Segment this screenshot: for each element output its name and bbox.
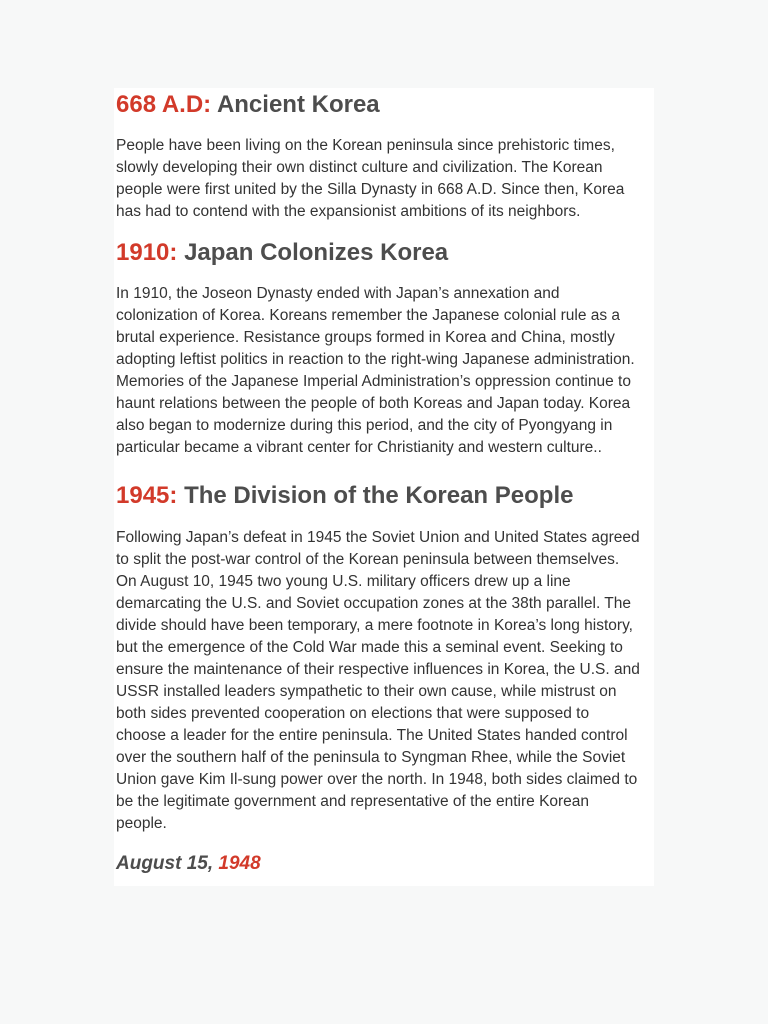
section-paragraph (116, 283, 654, 459)
paragraph-line: but the emergence of the Cold War made this a seminal event. Seeking to (116, 639, 623, 656)
section-year: 668 A.D: (116, 91, 212, 118)
paragraph-line: Memories of the Japanese Imperial Administration’s oppression continue to (116, 373, 631, 390)
paragraph-line: be the legitimate government and representative of the entire Korean (116, 793, 590, 810)
section-division-of-korea (116, 481, 654, 835)
section-title: Ancient Korea (216, 91, 380, 118)
section-paragraph (116, 135, 654, 223)
paragraph-line: divide should have been temporary, a mere footnote in Korea’s long history, (116, 617, 633, 634)
document-page (114, 88, 654, 886)
section-year: 1910: (116, 239, 178, 266)
paragraph-line: people were first united by the Silla Dynasty in 668 A.D. Since then, Korea (116, 181, 625, 198)
section-paragraph (116, 527, 654, 835)
paragraph-line: ensure the maintenance of their respective influences in Korea, the U.S. and (116, 661, 640, 678)
subheading-date: August 15, (116, 853, 214, 874)
paragraph-line: haunt relations between the people of both Koreas and Japan today. Korea (116, 395, 631, 412)
date-subheading (116, 852, 654, 876)
paragraph-line: over the southern half of the peninsula to Syngman Rhee, while the Soviet (116, 749, 626, 766)
paragraph-line: both sides prevented cooperation on elections that were supposed to (116, 705, 590, 722)
section-title: Japan Colonizes Korea (184, 239, 449, 266)
paragraph-line: to split the post-war control of the Korean peninsula between themselves. (116, 551, 620, 568)
paragraph-line: Following Japan’s defeat in 1945 the Soviet Union and United States agreed (116, 529, 640, 546)
section-title: The Division of the Korean People (184, 482, 574, 509)
paragraph-line: USSR installed leaders sympathetic to their own cause, while mistrust on (116, 683, 617, 700)
section-heading (116, 90, 654, 120)
paragraph-line: In 1910, the Joseon Dynasty ended with Japan’s annexation and (116, 285, 560, 302)
document-content (116, 88, 654, 876)
section-august-1948 (116, 852, 654, 876)
paragraph-line: has had to contend with the expansionist ambitions of its neighbors. (116, 203, 581, 220)
paragraph-line: slowly developing their own distinct culture and civilization. The Korean (116, 159, 603, 176)
paragraph-line: demarcating the U.S. and Soviet occupation zones at the 38th parallel. The (116, 595, 631, 612)
section-year: 1945: (116, 482, 178, 509)
paragraph-line: also began to modernize during this period, and the city of Pyongyang in (116, 417, 613, 434)
paragraph-line: particular became a vibrant center for Christianity and western culture.. (116, 439, 602, 456)
subheading-year: 1948 (218, 853, 261, 874)
section-heading (116, 238, 654, 268)
paragraph-line: colonization of Korea. Koreans remember the Japanese colonial rule as a (116, 307, 621, 324)
paragraph-line: people. (116, 815, 167, 832)
section-ancient-korea (116, 88, 654, 223)
paragraph-line: On August 10, 1945 two young U.S. military officers drew up a line (116, 573, 571, 590)
paragraph-line: choose a leader for the entire peninsula. The United States handed control (116, 727, 628, 744)
section-heading (116, 481, 654, 511)
paragraph-line: People have been living on the Korean peninsula since prehistoric times, (116, 137, 615, 154)
paragraph-line: adopting leftist politics in reaction to the right-wing Japanese administration. (116, 351, 635, 368)
paragraph-line: Union gave Kim Il-sung power over the north. In 1948, both sides claimed to (116, 771, 638, 788)
section-japan-colonizes-korea (116, 238, 654, 459)
paragraph-line: brutal experience. Resistance groups formed in Korea and China, mostly (116, 329, 615, 346)
